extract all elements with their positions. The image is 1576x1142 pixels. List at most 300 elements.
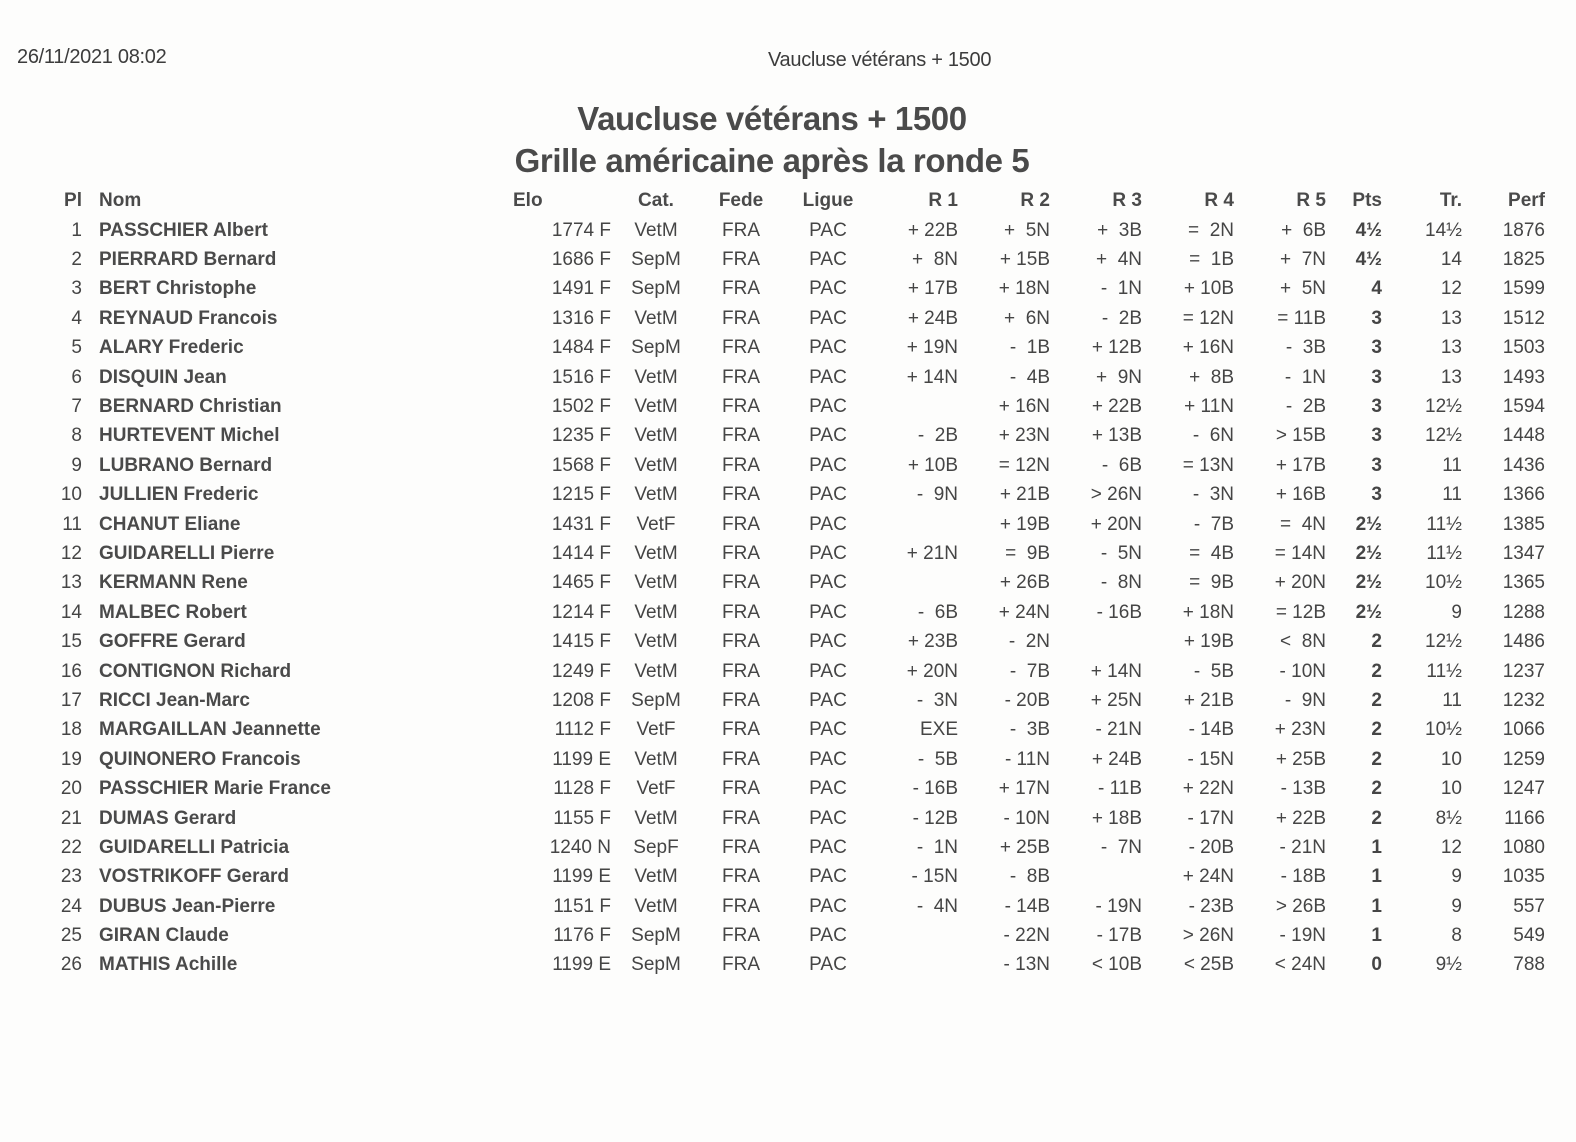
round-3-result-cell: > 26N [1090, 484, 1142, 506]
place-cell: 9 [71, 454, 82, 476]
round-3-result-cell: + 22B [1091, 396, 1142, 418]
round-4-result-cell: - 20B [1188, 836, 1234, 858]
round-2-result-cell: - 8B [1009, 866, 1050, 888]
performance-cell: 1493 [1502, 366, 1545, 388]
performance-cell: 1385 [1502, 513, 1545, 535]
player-name-cell: QUINONERO Francois [99, 748, 301, 770]
round-4-result-cell: = 4B [1189, 542, 1234, 564]
round-5-result-cell: = 14N [1274, 542, 1326, 564]
round-5-result-cell: = 4N [1280, 513, 1326, 535]
category-cell: VetF [636, 719, 676, 741]
points-cell: 2½ [1355, 572, 1382, 594]
tiebreak-cell: 11½ [1426, 660, 1462, 682]
round-3-result-cell: + 9N [1096, 366, 1142, 388]
player-name-cell: KERMANN Rene [99, 572, 248, 594]
place-cell: 14 [60, 601, 82, 623]
round-5-result-cell: - 19N [1279, 925, 1326, 947]
round-4-result-cell: = 9B [1189, 572, 1234, 594]
performance-cell: 557 [1513, 895, 1545, 917]
round-1-result-cell: EXE [919, 719, 958, 741]
table-row [40, 627, 1545, 656]
category-cell: VetM [634, 572, 678, 594]
points-cell: 4½ [1355, 249, 1382, 271]
round-4-result-cell: + 22N [1182, 778, 1234, 800]
round-1-result-cell: + 17B [907, 278, 958, 300]
league-cell: PAC [809, 836, 847, 858]
elo-cell: 1415 F [551, 631, 611, 653]
elo-cell: 1774 F [551, 219, 611, 241]
tiebreak-cell: 14½ [1425, 219, 1462, 241]
league-cell: PAC [809, 572, 847, 594]
league-cell: PAC [809, 719, 847, 741]
player-name-cell: JULLIEN Frederic [99, 484, 259, 506]
col-header-points: Pts [1352, 190, 1382, 211]
round-3-result-cell: - 8N [1100, 572, 1142, 594]
round-2-result-cell: + 21B [999, 484, 1050, 506]
round-2-result-cell: + 25B [999, 836, 1050, 858]
league-cell: PAC [809, 249, 847, 271]
round-3-result-cell: - 16B [1096, 601, 1142, 623]
print-timestamp: 26/11/2021 08:02 [17, 46, 167, 68]
round-5-result-cell: + 7N [1280, 249, 1326, 271]
round-2-result-cell: + 19B [999, 513, 1050, 535]
round-5-result-cell: > 26B [1275, 895, 1326, 917]
tiebreak-cell: 12½ [1425, 425, 1462, 447]
player-name-cell: VOSTRIKOFF Gerard [99, 866, 290, 888]
tiebreak-cell: 10½ [1425, 572, 1462, 594]
place-cell: 15 [60, 631, 82, 653]
round-5-result-cell: + 17B [1275, 454, 1326, 476]
points-cell: 3 [1371, 307, 1382, 329]
tiebreak-cell: 13 [1440, 307, 1462, 329]
performance-cell: 1259 [1502, 748, 1545, 770]
table-row [40, 363, 1545, 392]
category-cell: SepM [631, 337, 681, 359]
federation-cell: FRA [722, 895, 760, 917]
round-4-result-cell: - 3N [1192, 484, 1234, 506]
round-3-result-cell: + 3B [1097, 219, 1142, 241]
round-2-result-cell: - 11N [1004, 748, 1050, 770]
document-title-block [0, 98, 1544, 182]
tiebreak-cell: 12 [1440, 836, 1462, 858]
round-1-result-cell: + 8N [912, 249, 958, 271]
round-1-result-cell: - 16B [912, 778, 958, 800]
tiebreak-cell: 11½ [1426, 542, 1462, 564]
round-1-result-cell [875, 569, 958, 598]
league-cell: PAC [809, 689, 847, 711]
round-2-result-cell: + 26B [999, 572, 1050, 594]
points-cell: 3 [1371, 396, 1382, 418]
tiebreak-cell: 10½ [1425, 719, 1462, 741]
league-cell: PAC [809, 925, 847, 947]
round-5-result-cell: + 16B [1275, 484, 1326, 506]
round-2-result-cell: + 23N [998, 425, 1050, 447]
place-cell: 13 [60, 572, 82, 594]
points-cell: 2 [1371, 689, 1382, 711]
round-1-result-cell: - 9N [916, 484, 958, 506]
place-cell: 21 [60, 807, 82, 829]
round-4-result-cell: - 15N [1187, 748, 1234, 770]
points-cell: 1 [1371, 895, 1382, 917]
table-row [40, 245, 1545, 274]
category-cell: VetM [634, 425, 678, 447]
round-1-result-cell [875, 921, 958, 950]
round-1-result-cell: - 4N [916, 895, 958, 917]
player-name-cell: RICCI Jean-Marc [99, 689, 250, 711]
category-cell: SepM [631, 925, 681, 947]
league-cell: PAC [809, 895, 847, 917]
player-name-cell: GUIDARELLI Patricia [99, 836, 290, 858]
grid-subtitle: Grille américaine après la ronde 5 [514, 142, 1030, 179]
points-cell: 2 [1371, 631, 1382, 653]
round-3-result-cell [1050, 627, 1142, 656]
player-name-cell: HURTEVENT Michel [99, 425, 280, 447]
round-2-result-cell: = 9B [1005, 542, 1050, 564]
player-name-cell: MARGAILLAN Jeannette [99, 719, 321, 741]
tiebreak-cell: 12 [1440, 278, 1462, 300]
place-cell: 4 [71, 307, 82, 329]
performance-cell: 1599 [1502, 278, 1545, 300]
performance-cell: 1247 [1502, 778, 1545, 800]
player-name-cell: CHANUT Eliane [99, 513, 241, 535]
table-row [40, 422, 1545, 451]
federation-cell: FRA [722, 307, 760, 329]
table-row [40, 392, 1545, 421]
round-4-result-cell: < 25B [1183, 954, 1234, 976]
col-header-place: Pl [64, 190, 82, 211]
col-header-federation: Fede [718, 190, 764, 211]
round-2-result-cell: + 18N [998, 278, 1050, 300]
round-5-result-cell: > 15B [1275, 425, 1326, 447]
round-1-result-cell [875, 951, 958, 980]
round-5-result-cell: - 3B [1285, 337, 1326, 359]
round-5-result-cell: = 12B [1275, 601, 1326, 623]
league-cell: PAC [809, 278, 847, 300]
performance-cell: 1066 [1502, 719, 1545, 741]
category-cell: SepM [631, 689, 681, 711]
round-2-result-cell: - 22N [1003, 925, 1050, 947]
place-cell: 25 [60, 925, 82, 947]
round-3-result-cell: + 18B [1091, 807, 1142, 829]
tiebreak-cell: 8 [1451, 925, 1462, 947]
performance-cell: 788 [1513, 954, 1545, 976]
place-cell: 10 [60, 484, 82, 506]
round-1-result-cell: + 23B [907, 631, 958, 653]
round-2-result-cell: = 12N [998, 454, 1050, 476]
round-1-result-cell [875, 392, 958, 421]
points-cell: 2 [1371, 719, 1382, 741]
place-cell: 20 [60, 778, 82, 800]
category-cell: VetF [636, 513, 676, 535]
col-header-league: Ligue [802, 190, 854, 211]
round-1-result-cell: - 15N [911, 866, 958, 888]
federation-cell: FRA [722, 337, 760, 359]
elo-cell: 1199 E [552, 748, 611, 770]
tournament-title: Vaucluse vétérans + 1500 [577, 100, 967, 137]
round-3-result-cell [1050, 863, 1142, 892]
player-name-cell: GOFFRE Gerard [99, 631, 246, 653]
round-4-result-cell: + 24N [1182, 866, 1234, 888]
category-cell: SepM [631, 278, 681, 300]
round-3-result-cell: + 24B [1091, 748, 1142, 770]
points-cell: 2½ [1355, 542, 1382, 564]
league-cell: PAC [809, 425, 847, 447]
round-2-result-cell: - 14B [1004, 895, 1050, 917]
category-cell: VetF [636, 778, 676, 800]
performance-cell: 1080 [1502, 836, 1545, 858]
player-name-cell: MATHIS Achille [99, 954, 238, 976]
league-cell: PAC [809, 660, 847, 682]
place-cell: 17 [60, 689, 82, 711]
league-cell: PAC [809, 866, 847, 888]
round-2-result-cell: - 4B [1009, 366, 1050, 388]
points-cell: 2½ [1355, 601, 1382, 623]
federation-cell: FRA [722, 249, 760, 271]
elo-cell: 1151 F [553, 895, 611, 917]
table-row [40, 216, 1545, 245]
elo-cell: 1155 F [553, 807, 611, 829]
round-3-result-cell: - 17B [1096, 925, 1142, 947]
federation-cell: FRA [722, 836, 760, 858]
round-2-result-cell: - 7B [1009, 660, 1050, 682]
round-1-result-cell: + 10B [907, 454, 958, 476]
tiebreak-cell: 8½ [1435, 807, 1462, 829]
player-name-cell: GUIDARELLI Pierre [99, 542, 275, 564]
performance-cell: 1347 [1502, 542, 1545, 564]
round-3-result-cell: + 12B [1091, 337, 1142, 359]
table-row [40, 334, 1545, 363]
points-cell: 3 [1371, 484, 1382, 506]
round-1-result-cell: - 5B [917, 748, 958, 770]
league-cell: PAC [809, 484, 847, 506]
league-cell: PAC [809, 513, 847, 535]
player-name-cell: ALARY Frederic [99, 337, 244, 359]
col-header-performance: Perf [1508, 190, 1545, 211]
points-cell: 1 [1371, 925, 1382, 947]
points-cell: 4½ [1355, 219, 1382, 241]
category-cell: VetM [634, 807, 678, 829]
tiebreak-cell: 9 [1451, 895, 1462, 917]
round-2-result-cell: + 16N [998, 396, 1050, 418]
round-1-result-cell: - 1N [916, 836, 958, 858]
elo-cell: 1214 F [551, 601, 611, 623]
place-cell: 8 [71, 425, 82, 447]
points-cell: 2 [1371, 807, 1382, 829]
elo-cell: 1235 F [551, 425, 611, 447]
points-cell: 2½ [1355, 513, 1382, 535]
round-1-result-cell: + 22B [907, 219, 958, 241]
round-2-result-cell: - 13N [1003, 954, 1050, 976]
performance-cell: 1366 [1502, 484, 1545, 506]
category-cell: VetM [634, 601, 678, 623]
table-row [40, 892, 1545, 921]
category-cell: VetM [634, 307, 678, 329]
federation-cell: FRA [722, 631, 760, 653]
category-cell: VetM [634, 219, 678, 241]
place-cell: 6 [71, 366, 82, 388]
federation-cell: FRA [722, 396, 760, 418]
round-2-result-cell: + 17N [998, 778, 1050, 800]
points-cell: 2 [1371, 660, 1382, 682]
round-5-result-cell: + 5N [1280, 278, 1326, 300]
standings-grid [40, 186, 1545, 980]
table-row [40, 275, 1545, 304]
tiebreak-cell: 12½ [1425, 631, 1462, 653]
league-cell: PAC [809, 601, 847, 623]
table-row [40, 510, 1545, 539]
place-cell: 19 [60, 748, 82, 770]
points-cell: 1 [1371, 866, 1382, 888]
tiebreak-cell: 9 [1451, 866, 1462, 888]
tiebreak-cell: 12½ [1425, 396, 1462, 418]
table-row [40, 598, 1545, 627]
performance-cell: 1365 [1502, 572, 1545, 594]
federation-cell: FRA [722, 601, 760, 623]
round-4-result-cell: > 26N [1182, 925, 1234, 947]
elo-cell: 1176 F [553, 925, 611, 947]
federation-cell: FRA [722, 513, 760, 535]
performance-cell: 1448 [1502, 425, 1545, 447]
table-row [40, 745, 1545, 774]
round-3-result-cell: + 25N [1090, 689, 1142, 711]
round-2-result-cell: - 20B [1004, 689, 1050, 711]
league-cell: PAC [809, 219, 847, 241]
player-name-cell: PASSCHIER Albert [99, 219, 268, 241]
category-cell: VetM [634, 866, 678, 888]
place-cell: 5 [71, 337, 82, 359]
points-cell: 2 [1371, 748, 1382, 770]
place-cell: 16 [60, 660, 82, 682]
round-5-result-cell: + 6B [1281, 219, 1326, 241]
round-3-result-cell: - 21N [1095, 719, 1142, 741]
table-row [40, 921, 1545, 950]
league-cell: PAC [809, 307, 847, 329]
tiebreak-cell: 11½ [1426, 513, 1462, 535]
elo-cell: 1249 F [551, 660, 611, 682]
round-5-result-cell: - 13B [1280, 778, 1326, 800]
league-cell: PAC [809, 337, 847, 359]
round-2-result-cell: + 24N [998, 601, 1050, 623]
federation-cell: FRA [722, 366, 760, 388]
place-cell: 3 [71, 278, 82, 300]
round-3-result-cell: - 1N [1100, 278, 1142, 300]
tiebreak-cell: 9 [1451, 601, 1462, 623]
round-5-result-cell: < 24N [1274, 954, 1326, 976]
elo-cell: 1484 F [551, 337, 611, 359]
round-2-result-cell: + 6N [1004, 307, 1050, 329]
category-cell: SepM [631, 249, 681, 271]
round-3-result-cell: + 4N [1096, 249, 1142, 271]
round-3-result-cell: + 20N [1090, 513, 1142, 535]
table-row [40, 569, 1545, 598]
place-cell: 26 [60, 954, 82, 976]
points-cell: 3 [1371, 366, 1382, 388]
round-3-result-cell: - 6B [1101, 454, 1142, 476]
round-1-result-cell: - 6B [917, 601, 958, 623]
player-name-cell: REYNAUD Francois [99, 307, 278, 329]
round-4-result-cell: - 6N [1192, 425, 1234, 447]
round-1-result-cell: + 20N [906, 660, 958, 682]
round-4-result-cell: + 10B [1183, 278, 1234, 300]
round-4-result-cell: + 18N [1182, 601, 1234, 623]
table-row [40, 951, 1545, 980]
points-cell: 2 [1371, 778, 1382, 800]
tiebreak-cell: 10 [1440, 778, 1462, 800]
round-1-result-cell: + 19N [906, 337, 958, 359]
place-cell: 24 [60, 895, 82, 917]
performance-cell: 1876 [1502, 219, 1545, 241]
round-1-result-cell: - 2B [917, 425, 958, 447]
round-4-result-cell: - 23B [1188, 895, 1234, 917]
performance-cell: 549 [1513, 925, 1545, 947]
place-cell: 7 [71, 396, 82, 418]
round-1-result-cell: + 24B [907, 307, 958, 329]
place-cell: 18 [60, 719, 82, 741]
round-5-result-cell: + 23N [1274, 719, 1326, 741]
league-cell: PAC [809, 542, 847, 564]
performance-cell: 1486 [1502, 631, 1545, 653]
elo-cell: 1491 F [551, 278, 611, 300]
performance-cell: 1232 [1502, 689, 1545, 711]
player-name-cell: MALBEC Robert [99, 601, 247, 623]
points-cell: 4 [1371, 278, 1382, 300]
round-5-result-cell: - 10N [1279, 660, 1326, 682]
performance-cell: 1436 [1502, 454, 1545, 476]
table-row [40, 539, 1545, 568]
elo-cell: 1199 E [552, 954, 611, 976]
col-header-category: Cat. [638, 190, 674, 211]
federation-cell: FRA [722, 778, 760, 800]
elo-cell: 1215 F [551, 484, 611, 506]
player-name-cell: DISQUIN Jean [99, 366, 227, 388]
elo-cell: 1208 F [551, 689, 611, 711]
round-4-result-cell: = 12N [1182, 307, 1234, 329]
round-1-result-cell: - 3N [916, 689, 958, 711]
col-header-round-5: R 5 [1296, 190, 1326, 211]
league-cell: PAC [809, 631, 847, 653]
federation-cell: FRA [722, 689, 760, 711]
performance-cell: 1512 [1502, 307, 1545, 329]
performance-cell: 1288 [1502, 601, 1545, 623]
federation-cell: FRA [722, 572, 760, 594]
round-5-result-cell: - 9N [1284, 689, 1326, 711]
round-5-result-cell: < 8N [1280, 631, 1326, 653]
round-4-result-cell: - 7B [1193, 513, 1234, 535]
standings-body [40, 216, 1545, 980]
table-row [40, 686, 1545, 715]
running-header-title: Vaucluse vétérans + 1500 [768, 49, 992, 71]
round-3-result-cell: + 13B [1091, 425, 1142, 447]
federation-cell: FRA [722, 807, 760, 829]
round-3-result-cell: + 14N [1090, 660, 1142, 682]
category-cell: VetM [634, 542, 678, 564]
league-cell: PAC [809, 396, 847, 418]
elo-cell: 1199 E [552, 866, 611, 888]
category-cell: VetM [634, 454, 678, 476]
round-3-result-cell: - 19N [1095, 895, 1142, 917]
elo-cell: 1316 F [551, 307, 611, 329]
round-2-result-cell: - 3B [1009, 719, 1050, 741]
tiebreak-cell: 11 [1442, 484, 1462, 506]
round-5-result-cell: + 25B [1275, 748, 1326, 770]
points-cell: 3 [1371, 337, 1382, 359]
round-5-result-cell: + 20N [1274, 572, 1326, 594]
federation-cell: FRA [722, 484, 760, 506]
round-3-result-cell: - 5N [1100, 542, 1142, 564]
category-cell: SepM [631, 954, 681, 976]
player-name-cell: PASSCHIER Marie France [99, 778, 331, 800]
federation-cell: FRA [722, 219, 760, 241]
